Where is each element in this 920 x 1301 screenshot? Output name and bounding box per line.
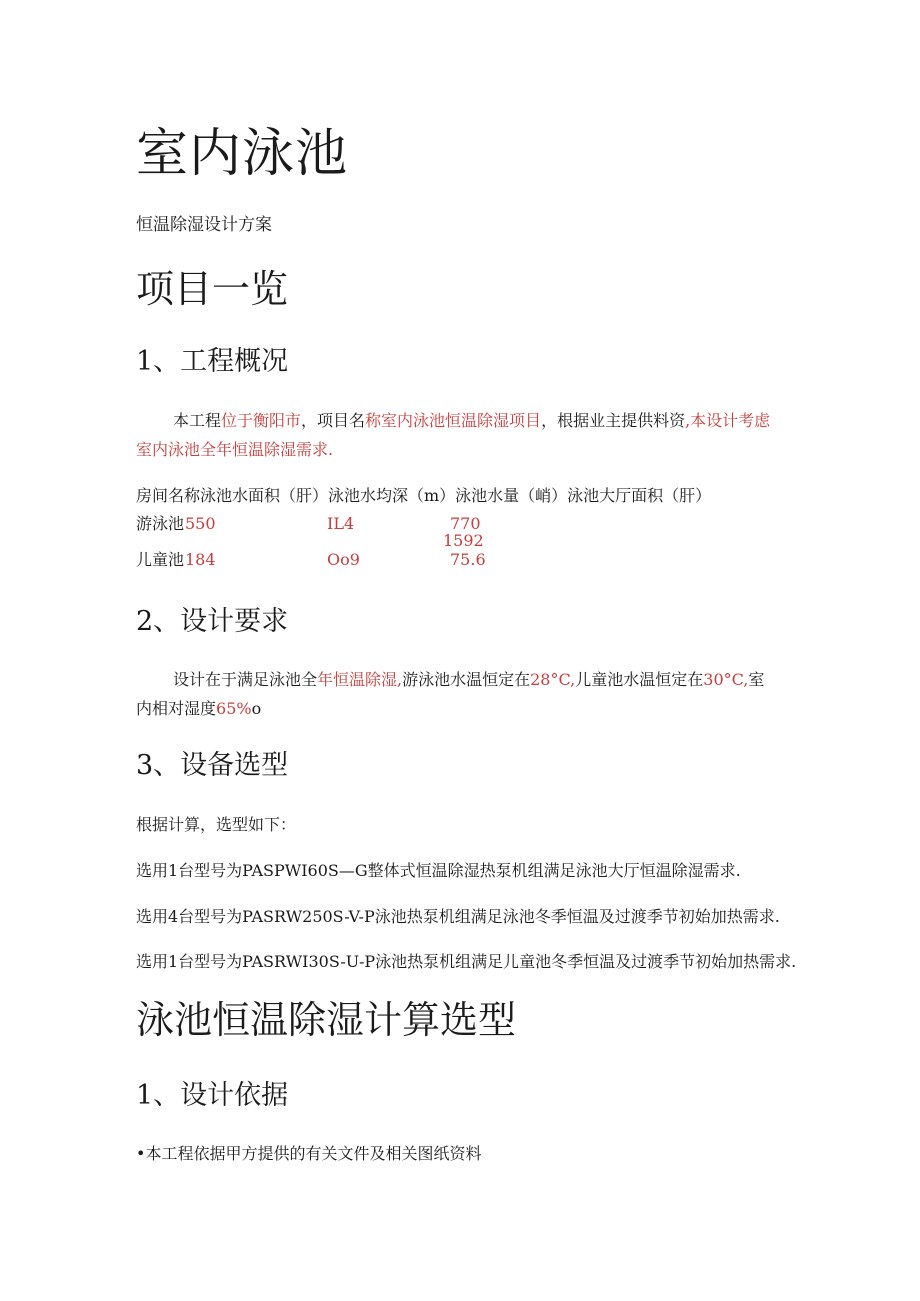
table-cell-kids-depth: Oo9 [327, 550, 360, 569]
project-para-part: 位于衡阳市 [221, 411, 302, 430]
table-row-kids-name: 儿童池 [136, 550, 185, 569]
project-para-part: ,本设计考虑室内泳池全年恒温除湿需求. [136, 411, 771, 459]
table-cell-kids-volume: 75.6 [450, 550, 486, 569]
table-header: 房间名称泳池水面积（肝）泳池水均深（m）泳池水量（峭）泳池大厅面积（肝） [136, 486, 712, 505]
req-para-part: 室内相对湿度 [136, 670, 765, 718]
project-para-part: ，项目名 [301, 411, 366, 430]
project-para-part: 本工程 [173, 411, 222, 430]
project-paragraph [136, 406, 776, 464]
req-para-part: 65% [216, 699, 252, 718]
subsection-heading-equipment: 3、设备选型 [136, 750, 289, 781]
requirements-paragraph [136, 665, 776, 723]
table-row-pool-name: 游泳池 [136, 514, 185, 533]
document-title: 室内泳池 [136, 124, 349, 184]
basis-bullet: •本工程依据甲方提供的有关文件及相关图纸资料 [136, 1144, 482, 1163]
table-cell-pool-volume: 770 [450, 514, 481, 533]
table-cell-pool-area: 550 [185, 514, 216, 533]
project-para-part: ，根据业主提供料资 [541, 411, 686, 430]
table-cell-pool-depth: IL4 [327, 514, 355, 533]
project-para-part: 称室内泳池恒温除湿项目 [365, 411, 542, 430]
section-heading-overview: 项目一览 [136, 267, 289, 311]
req-para-part: 儿童池水温恒定在 [575, 670, 704, 689]
section-heading-calc: 泳池恒温除湿计算选型 [136, 998, 517, 1042]
table-cell-kids-area: 184 [185, 550, 216, 569]
equipment-item: 选用4台型号为PASRW250S-V-P泳池热泵机组满足泳池冬季恒温及过渡季节初始加热需求. [136, 907, 780, 926]
equipment-item: 选用1台型号为PASRWI30S-U-P泳池热泵机组满足儿童池冬季恒温及过渡季节初始加热需求. [136, 952, 797, 971]
document-subtitle: 恒温除湿设计方案 [136, 215, 272, 235]
req-para-part: 30°C, [703, 670, 749, 689]
req-para-part: o [251, 699, 262, 718]
req-para-part: 游泳池水温恒定在 [402, 670, 531, 689]
equipment-item: 选用1台型号为PASPWI60S—G整体式恒温除湿热泵机组满足泳池大厅恒温除湿需求. [136, 861, 741, 880]
table-cell-hall-area: 1592 [443, 531, 484, 550]
subsection-heading-requirements: 2、设计要求 [136, 606, 289, 637]
req-para-part: 设计在于满足泳池全 [173, 670, 318, 689]
equipment-intro: 根据计算，选型如下： [136, 815, 297, 834]
subsection-heading-project: 1、工程概况 [136, 346, 289, 377]
req-para-part: 年恒温除湿, [317, 670, 403, 689]
subsection-heading-basis: 1、设计依据 [136, 1080, 289, 1111]
req-para-part: 28°C, [530, 670, 576, 689]
